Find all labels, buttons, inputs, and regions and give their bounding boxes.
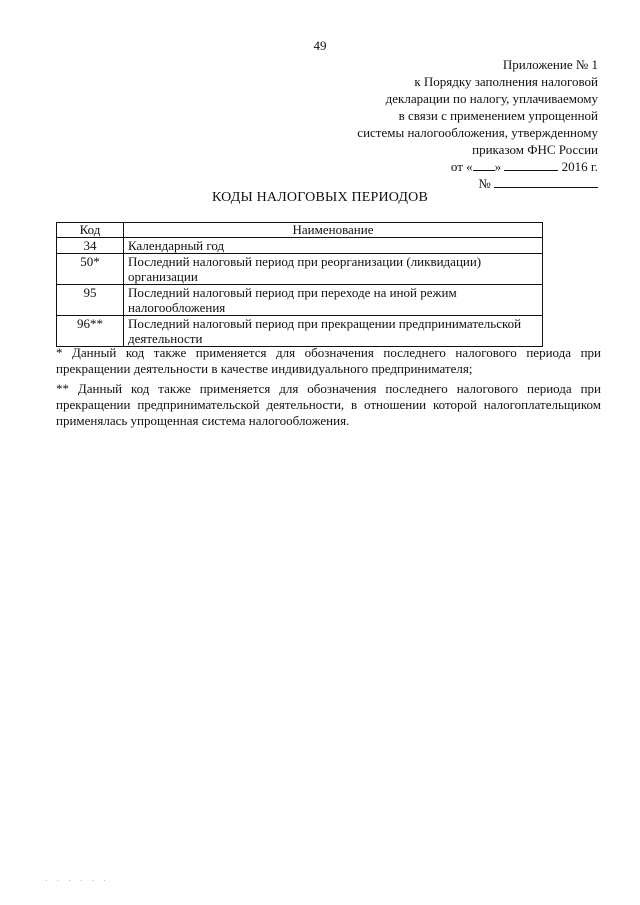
number-prefix: №: [478, 176, 494, 191]
name-cell: Последний налоговый период при прекращении предпринимательской деятельности: [124, 316, 543, 347]
appendix-line: к Порядку заполнения налоговой: [414, 74, 598, 89]
footnote: * Данный код также применяется для обозначения последнего налогового периода при прекращении деятельности в качестве индивидуального предпринимателя;: [56, 345, 601, 376]
column-header-code: Код: [57, 223, 124, 238]
tax-period-codes-table: [56, 222, 543, 347]
code-cell: 34: [57, 238, 124, 254]
appendix-line: Приложение № 1: [502, 57, 598, 72]
footnote: ** Данный код также применяется для обозначения последнего налогового периода при прекращении предпринимательской деятельности, в отношении которой налогоплательщиком применялась упрощенная система налогообложения.: [56, 381, 601, 428]
scan-artifact: · · · · · ·: [44, 876, 108, 885]
code-cell: 96**: [57, 316, 124, 347]
code-cell: 50*: [57, 254, 124, 285]
appendix-line: в связи с применением упрощенной: [398, 108, 598, 123]
table-header-row: [57, 223, 543, 238]
table-row: [57, 254, 543, 285]
appendix-line: декларации по налогу, уплачиваемому: [385, 91, 598, 106]
date-mid: »: [494, 159, 505, 174]
column-header-name: Наименование: [124, 223, 543, 238]
order-date-line: [357, 158, 598, 175]
page-number: 49: [313, 38, 327, 53]
name-cell: Календарный год: [124, 238, 543, 254]
appendix-line: приказом ФНС России: [472, 142, 598, 157]
name-cell: Последний налоговый период при реорганизации (ликвидации) организации: [124, 254, 543, 285]
table-row: [57, 285, 543, 316]
name-cell: Последний налоговый период при переходе на иной режим налогообложения: [124, 285, 543, 316]
date-suffix: 2016 г.: [558, 159, 598, 174]
appendix-header: [357, 56, 598, 192]
code-cell: 95: [57, 285, 124, 316]
date-prefix: от «: [450, 159, 473, 174]
appendix-line: системы налогообложения, утвержденному: [357, 125, 598, 140]
month-blank: [504, 159, 558, 171]
table-row: [57, 238, 543, 254]
number-blank: [494, 176, 598, 188]
footnotes: [56, 345, 601, 433]
table-row: [57, 316, 543, 347]
day-blank: [473, 159, 495, 171]
page-title: КОДЫ НАЛОГОВЫХ ПЕРИОДОВ: [211, 190, 429, 205]
